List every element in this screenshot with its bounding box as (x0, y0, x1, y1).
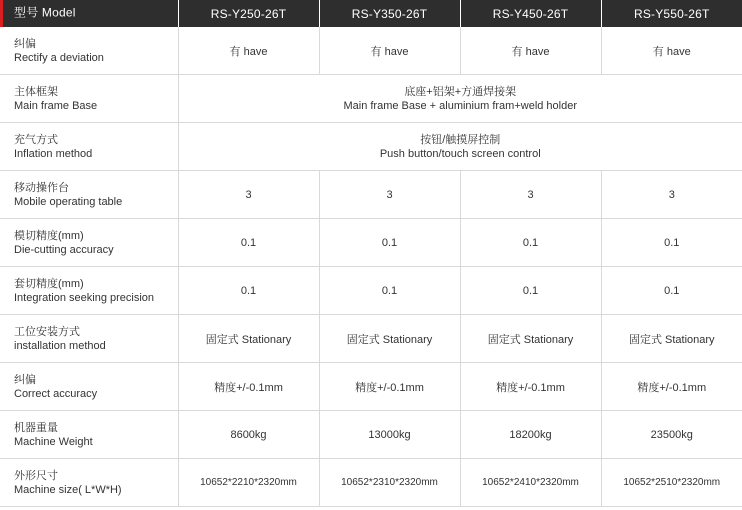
row-label (0, 363, 178, 411)
table-row (0, 411, 742, 459)
row-label-cn: 机器重量 (14, 421, 58, 434)
table-row (0, 27, 742, 75)
table-cell: 0.1 (601, 267, 742, 315)
model-header: RS-Y350-26T (319, 0, 460, 27)
header-row (0, 0, 742, 27)
table-cell: 0.1 (460, 219, 601, 267)
row-label-cn: 移动操作台 (14, 181, 69, 194)
table-cell: 0.1 (460, 267, 601, 315)
table-cell: 10652*2410*2320mm (460, 459, 601, 507)
spanned-cell (178, 123, 742, 171)
header-label: 型号 Model (14, 5, 76, 20)
table-cell: 10652*2310*2320mm (319, 459, 460, 507)
row-label-en: Correct accuracy (14, 387, 98, 400)
row-label-cn: 充气方式 (14, 133, 58, 146)
row-label (0, 219, 178, 267)
table-cell: 固定式 Stationary (601, 315, 742, 363)
table-cell: 10652*2210*2320mm (178, 459, 319, 507)
row-label-en: Rectify a deviation (14, 51, 104, 64)
row-label-en: Die-cutting accuracy (14, 243, 114, 256)
table-cell: 固定式 Stationary (178, 315, 319, 363)
table-cell: 有 have (601, 27, 742, 75)
header-accent-bar (0, 0, 3, 27)
table-cell: 0.1 (178, 219, 319, 267)
table-cell: 3 (319, 171, 460, 219)
table-cell: 3 (460, 171, 601, 219)
header-label-cell (0, 0, 178, 27)
table-cell: 有 have (460, 27, 601, 75)
table-cell: 有 have (319, 27, 460, 75)
row-label (0, 411, 178, 459)
spanned-line-en: Push button/touch screen control (379, 147, 541, 160)
table-row (0, 123, 742, 171)
row-label (0, 123, 178, 171)
spanned-line-en: Main frame Base + aluminium fram+weld holder (343, 99, 578, 112)
table-body (0, 27, 742, 507)
table-cell: 3 (178, 171, 319, 219)
row-label-cn: 纠偏 (14, 373, 36, 386)
table-cell: 0.1 (319, 267, 460, 315)
table-cell: 18200kg (460, 411, 601, 459)
row-label-en: installation method (14, 339, 106, 352)
table-cell: 13000kg (319, 411, 460, 459)
table-cell: 8600kg (178, 411, 319, 459)
table-cell: 固定式 Stationary (319, 315, 460, 363)
table-cell: 精度+/-0.1mm (178, 363, 319, 411)
model-header: RS-Y250-26T (178, 0, 319, 27)
table-row (0, 171, 742, 219)
table-cell: 0.1 (319, 219, 460, 267)
table-row (0, 219, 742, 267)
table-cell: 0.1 (178, 267, 319, 315)
spanned-cell (178, 75, 742, 123)
table-header (0, 0, 742, 27)
row-label-cn: 模切精度(mm) (14, 229, 84, 242)
row-label (0, 27, 178, 75)
row-label-en: Integration seeking precision (14, 291, 155, 304)
model-header: RS-Y450-26T (460, 0, 601, 27)
row-label-cn: 主体框架 (14, 85, 58, 98)
row-label (0, 315, 178, 363)
row-label-cn: 工位安装方式 (14, 325, 80, 338)
table-row (0, 315, 742, 363)
row-label (0, 459, 178, 507)
row-label (0, 75, 178, 123)
table-row (0, 459, 742, 507)
table-row (0, 363, 742, 411)
row-label-cn: 外形尺寸 (14, 469, 58, 482)
table-cell: 精度+/-0.1mm (460, 363, 601, 411)
row-label-en: Mobile operating table (14, 195, 123, 208)
model-header: RS-Y550-26T (601, 0, 742, 27)
spanned-line-cn: 按钮/触摸屏控制 (420, 133, 501, 146)
table-cell: 3 (601, 171, 742, 219)
table-cell: 固定式 Stationary (460, 315, 601, 363)
table-cell: 10652*2510*2320mm (601, 459, 742, 507)
row-label-cn: 套切精度(mm) (14, 277, 84, 290)
table-row (0, 75, 742, 123)
table-row (0, 267, 742, 315)
row-label-en: Main frame Base (14, 99, 98, 112)
row-label-en: Machine size( L*W*H) (14, 483, 122, 496)
table-cell: 精度+/-0.1mm (601, 363, 742, 411)
table-cell: 有 have (178, 27, 319, 75)
row-label (0, 267, 178, 315)
row-label-en: Inflation method (14, 147, 93, 160)
table-cell: 23500kg (601, 411, 742, 459)
table-cell: 0.1 (601, 219, 742, 267)
row-label (0, 171, 178, 219)
spanned-line-cn: 底座+铝架+方通焊接架 (404, 85, 517, 98)
row-label-en: Machine Weight (14, 435, 93, 448)
table-cell: 精度+/-0.1mm (319, 363, 460, 411)
row-label-cn: 纠偏 (14, 37, 36, 50)
